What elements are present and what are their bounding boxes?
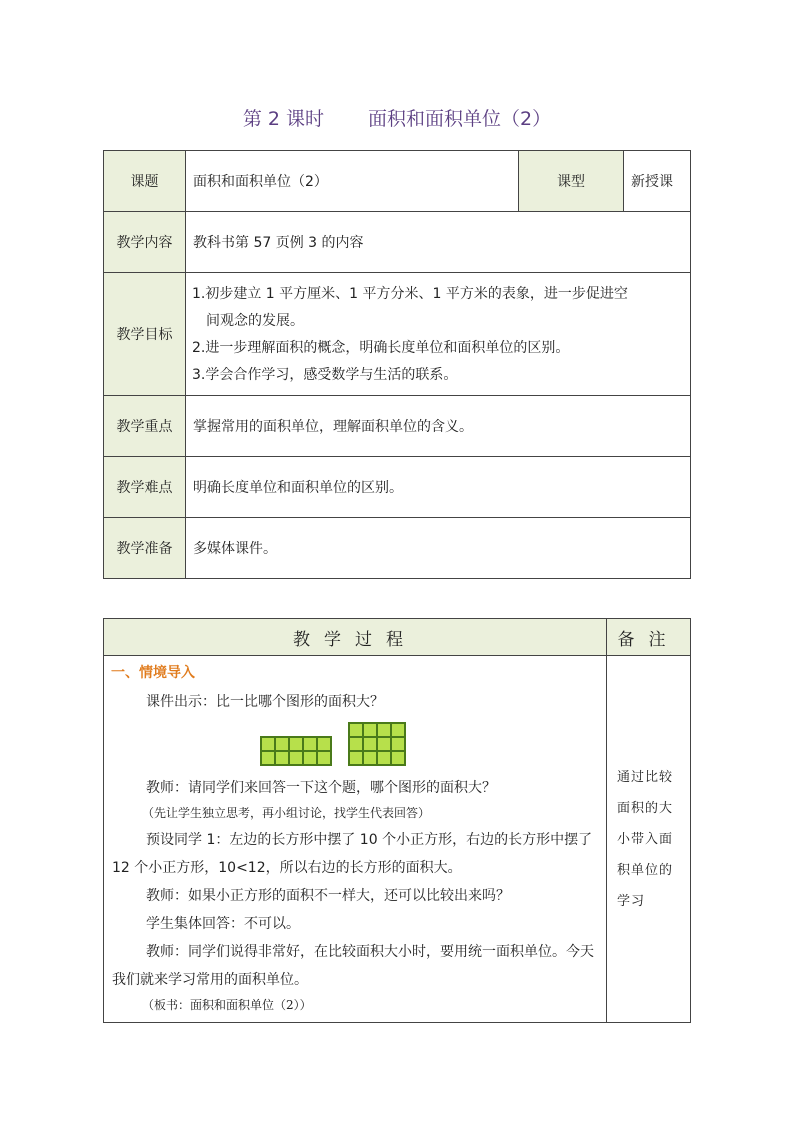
unit-square [349, 751, 363, 765]
goal-3: 3.学会合作学习，感受数学与生活的联系。 [192, 367, 458, 383]
goal-1: 1.初步建立 1 平方厘米、1 平方分米、1 平方米的表象，进一步促进空 [192, 286, 628, 302]
unit-square [289, 737, 303, 751]
unit-square [261, 751, 275, 765]
key-value: 掌握常用的面积单位，理解面积单位的含义。 [186, 396, 691, 457]
unit-square [363, 737, 377, 751]
left-rectangle-figure [260, 736, 332, 766]
teaching-process-table [103, 618, 691, 1023]
lesson-info-table [103, 150, 691, 579]
unit-square [377, 723, 391, 737]
goal-2: 2.进一步理解面积的概念，明确长度单位和面积单位的区别。 [192, 340, 570, 356]
unit-square [349, 737, 363, 751]
unit-square [391, 751, 405, 765]
section-heading: 一、情境导入 [111, 665, 195, 681]
remark-cell: 通过比较面积的大小带入面积单位的学习 [607, 656, 691, 1023]
prep-value: 多媒体课件。 [186, 518, 691, 579]
unit-square [363, 751, 377, 765]
unit-square [303, 737, 317, 751]
difficulty-label: 教学难点 [104, 457, 186, 518]
process-header: 教学过程 [104, 619, 607, 656]
type-value: 新授课 [624, 151, 691, 212]
type-label: 课型 [519, 151, 624, 212]
paragraph-courseware: 课件出示：比一比哪个图形的面积大？ [146, 694, 384, 710]
remark-header: 备注 [607, 619, 691, 656]
paragraph-teacher-question: 教师：请同学们来回答一下这个题，哪个图形的面积大？ [146, 780, 496, 796]
unit-square [391, 723, 405, 737]
goals-value [186, 273, 691, 396]
page-title: 第 2 课时 面积和面积单位（2） [242, 108, 552, 130]
prep-label: 教学准备 [104, 518, 186, 579]
unit-square [363, 723, 377, 737]
note-blackboard: （板书：面积和面积单位（2）） [142, 998, 312, 1012]
unit-square [261, 737, 275, 751]
unit-square [275, 737, 289, 751]
content-value: 教科书第 57 页例 3 的内容 [186, 212, 691, 273]
unit-square [317, 751, 331, 765]
unit-square [289, 751, 303, 765]
figure-row [260, 722, 596, 766]
unit-square [349, 723, 363, 737]
unit-square [377, 737, 391, 751]
note-discussion: （先让学生独立思考，再小组讨论，找学生代表回答） [142, 806, 431, 820]
key-label: 教学重点 [104, 396, 186, 457]
topic-label: 课题 [104, 151, 186, 212]
paragraph-teacher-summary: 教师：同学们说得非常好，在比较面积大小时，要用统一面积单位。今天我们就来学习常用的面积单位。 [112, 944, 594, 988]
paragraph-teacher-followup: 教师：如果小正方形的面积不一样大，还可以比较出来吗？ [146, 888, 510, 904]
goals-label: 教学目标 [104, 273, 186, 396]
paragraph-group-answer: 学生集体回答：不可以。 [146, 916, 300, 932]
unit-square [275, 751, 289, 765]
goal-1-cont: 间观念的发展。 [206, 313, 304, 329]
paragraph-student-answer: 预设同学 1：左边的长方形中摆了 10 个小正方形，右边的长方形中摆了 12 个小正方形，10<12，所以右边的长方形的面积大。 [112, 832, 593, 876]
topic-value: 面积和面积单位（2） [186, 151, 519, 212]
right-rectangle-figure [348, 722, 406, 766]
unit-square [303, 751, 317, 765]
process-body [104, 656, 607, 1023]
difficulty-value: 明确长度单位和面积单位的区别。 [186, 457, 691, 518]
unit-square [317, 737, 331, 751]
content-label: 教学内容 [104, 212, 186, 273]
unit-square [377, 751, 391, 765]
unit-square [391, 737, 405, 751]
